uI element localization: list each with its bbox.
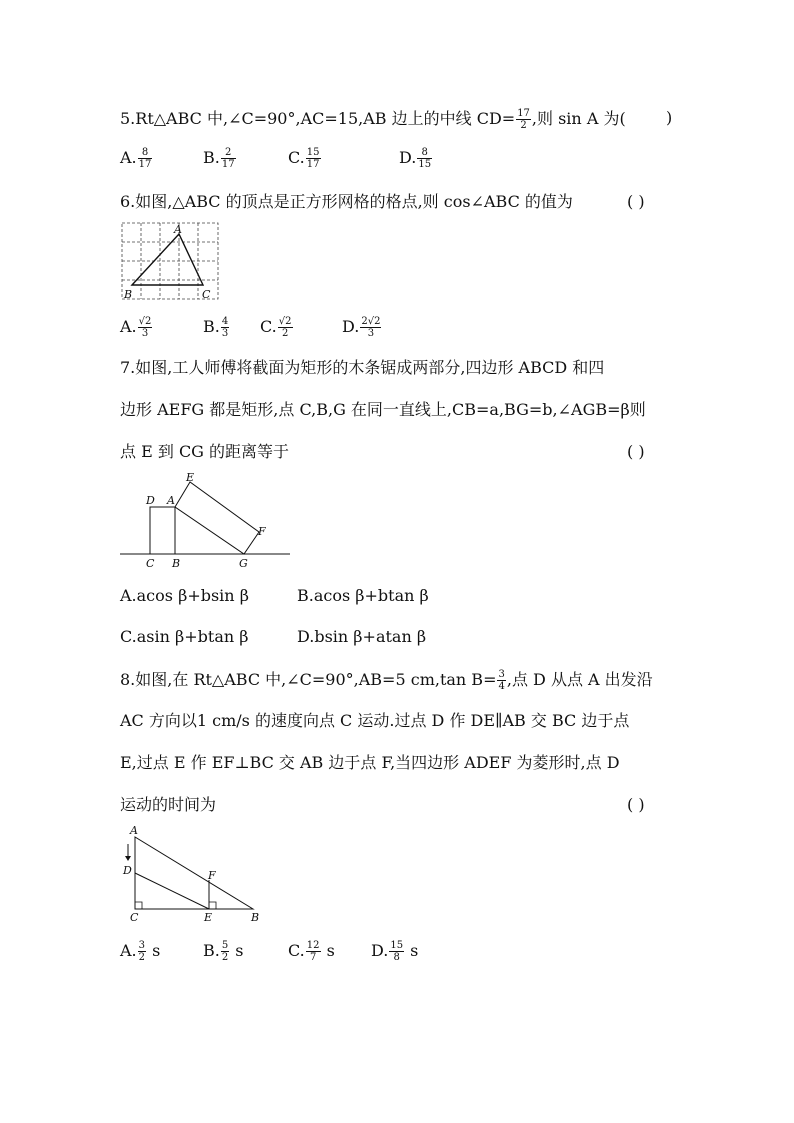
q8-option-d[interactable]: D. $\frac{15}{8}$ s [371,940,419,963]
q8-stem-line3: E,过点 E 作 EF⊥BC 交 AB 边于点 F,当四边形 ADEF 为菱形时,点 D [120,753,620,772]
q5-stem-b: ,则 sin A 为( [531,109,626,128]
q8-triangle-abc [135,837,253,909]
q6-option-c[interactable]: C. $\frac{√2}{2}$ [260,316,292,339]
q8-option-b[interactable]: B. $\frac{5}{2}$ s [203,940,244,963]
q7-rect-aefg [175,482,259,554]
q5-stem-a: 5.Rt△ABC 中,∠C=90°,AC=15,AB 边上的中线 CD= [120,109,516,128]
q6-answer-paren: ( ) [627,192,645,211]
q8-stem-line1 [120,669,653,692]
q8-label-b: B [251,911,260,924]
q7-label-d: D [146,494,155,507]
q8-label-a: A [130,824,138,837]
q6-label-b: B [124,288,133,301]
q5-answer-close-paren: ) [666,108,673,127]
q7-label-f: F [258,525,266,538]
q7-stem-line1: 7.如图,工人师傅将截面为矩形的木条锯成两部分,四边形 ABCD 和四 [120,358,605,377]
q8-answer-paren: ( ) [627,795,645,814]
q8-label-c: C [130,911,139,924]
q5-option-b[interactable]: B. $\frac{2}{17}$ [203,147,235,170]
q6-grid-figure [118,220,222,304]
q7-label-a: A [167,494,175,507]
q5-option-d[interactable]: D. $\frac{8}{15}$ [399,147,432,170]
q8-segment-de [135,873,209,909]
q8-label-d: D [123,864,132,877]
q7-label-c: C [146,557,155,570]
q7-option-b[interactable]: B.acos β+btan β [297,586,429,605]
q8-stem-line1-b: ,点 D 从点 A 出发沿 [506,670,653,689]
q5-option-c[interactable]: C. $\frac{15}{17}$ [288,147,320,170]
q8-stem-line4: 运动的时间为 [120,795,217,814]
q7-stem-line2: 边形 AEFG 都是矩形,点 C,B,G 在同一直线上,CB=a,BG=b,∠AGB=β则 [120,400,646,419]
q7-stem-line3: 点 E 到 CG 的距离等于 [120,442,290,461]
q8-stem-line1-a: 8.如图,在 Rt△ABC 中,∠C=90°,AB=5 cm,tan B= [120,670,497,689]
q7-label-b: B [172,557,181,570]
q7-rect-abcd [150,507,175,554]
q8-motion-arrowhead-icon [125,856,131,861]
q7-option-a[interactable]: A.acos β+bsin β [120,586,249,605]
q8-tan-fraction: $\frac{3}{4}$ [498,669,505,692]
q7-label-e: E [186,471,195,484]
q8-option-a[interactable]: A. $\frac{3}{2}$ s [120,940,161,963]
q6-stem: 6.如图,△ABC 的顶点是正方形网格的格点,则 cos∠ABC 的值为 [120,192,573,211]
q8-option-c[interactable]: C. $\frac{12}{7}$ s [288,940,335,963]
q7-label-g: G [239,557,248,570]
q5-option-a[interactable]: A. $\frac{8}{17}$ [120,147,152,170]
q6-option-b[interactable]: B. $\frac{4}{3}$ [203,316,229,339]
q8-right-angle-e [209,902,216,909]
q6-label-a: A [174,223,182,236]
q7-option-c[interactable]: C.asin β+btan β [120,627,249,646]
q6-option-d[interactable]: D. $\frac{2√2}{3}$ [342,316,381,339]
q8-triangle-figure [118,822,268,926]
q8-stem-line2: AC 方向以1 cm/s 的速度向点 C 运动.过点 D 作 DE∥AB 交 BC 边于点 [120,711,630,730]
q8-label-f: F [208,869,216,882]
q5-stem [120,108,626,131]
q5-cd-fraction: $\frac{17}{2}$ [517,108,530,131]
q8-label-e: E [204,911,213,924]
q6-option-a[interactable]: A. $\frac{√2}{3}$ [120,316,152,339]
q7-option-d[interactable]: D.bsin β+atan β [297,627,427,646]
q7-answer-paren: ( ) [627,442,645,461]
q7-rectangles-figure [116,470,296,570]
q8-right-angle-c [135,902,142,909]
q6-label-c: C [202,288,211,301]
